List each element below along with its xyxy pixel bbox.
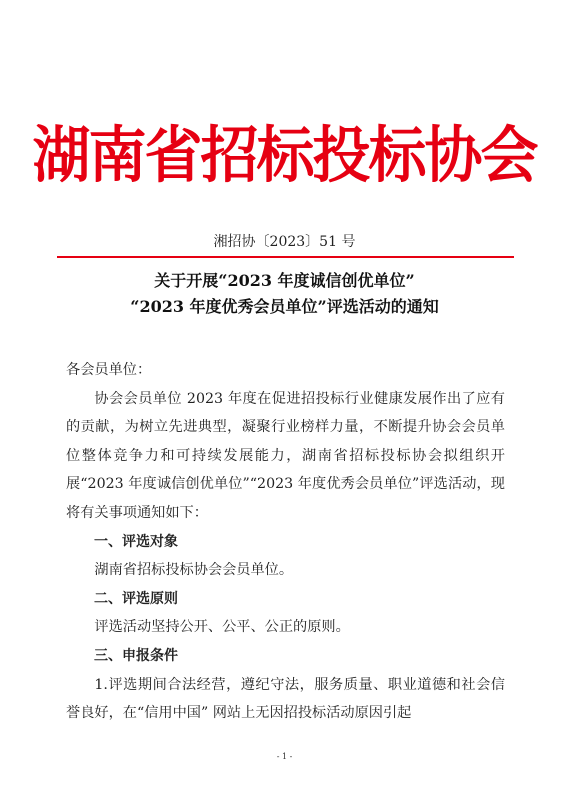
notice-title-line-1: 关于开展“2023 年度诚信创优单位” bbox=[154, 271, 415, 290]
section-heading-2: 二、评选原则 bbox=[94, 590, 178, 607]
notice-title-line-2: “2023 年度优秀会员单位”评选活动的通知 bbox=[130, 297, 439, 316]
page-number: - 1 - bbox=[276, 752, 293, 761]
red-divider-line bbox=[57, 256, 514, 258]
notice-title bbox=[0, 268, 569, 320]
section-heading-1: 一、评选对象 bbox=[94, 533, 178, 550]
section-text-2: 评选活动坚持公开、公平、公正的原则。 bbox=[94, 619, 350, 636]
masthead-title: 湖南省招标投标协会 bbox=[32, 119, 537, 191]
section-text-1: 湖南省招标投标协会会员单位。 bbox=[94, 562, 294, 579]
notice-body bbox=[66, 356, 505, 728]
document-number: 湘招协〔2023〕51 号 bbox=[213, 234, 356, 250]
section-text-3: 1.评选期间合法经营，遵纪守法，服务质量、职业道德和社会信誉良好，在“信用中国” 网站上无因招投标活动原因引起 bbox=[66, 676, 505, 722]
intro-paragraph: 协会会员单位 2023 年度在促进招投标行业健康发展作出了应有的贡献，为树立先进典型，凝聚行业榜样力量，不断提升协会会员单位整体竞争力和可持续发展能力，湖南省招标投标协会拟组织开展“2023 年度诚信创优单位”“2023 年度优秀会员单位”评选活动，现将有关事项通知如下： bbox=[66, 390, 505, 521]
salutation: 各会员单位： bbox=[66, 362, 152, 378]
section-heading-3: 三、申报条件 bbox=[94, 647, 178, 664]
